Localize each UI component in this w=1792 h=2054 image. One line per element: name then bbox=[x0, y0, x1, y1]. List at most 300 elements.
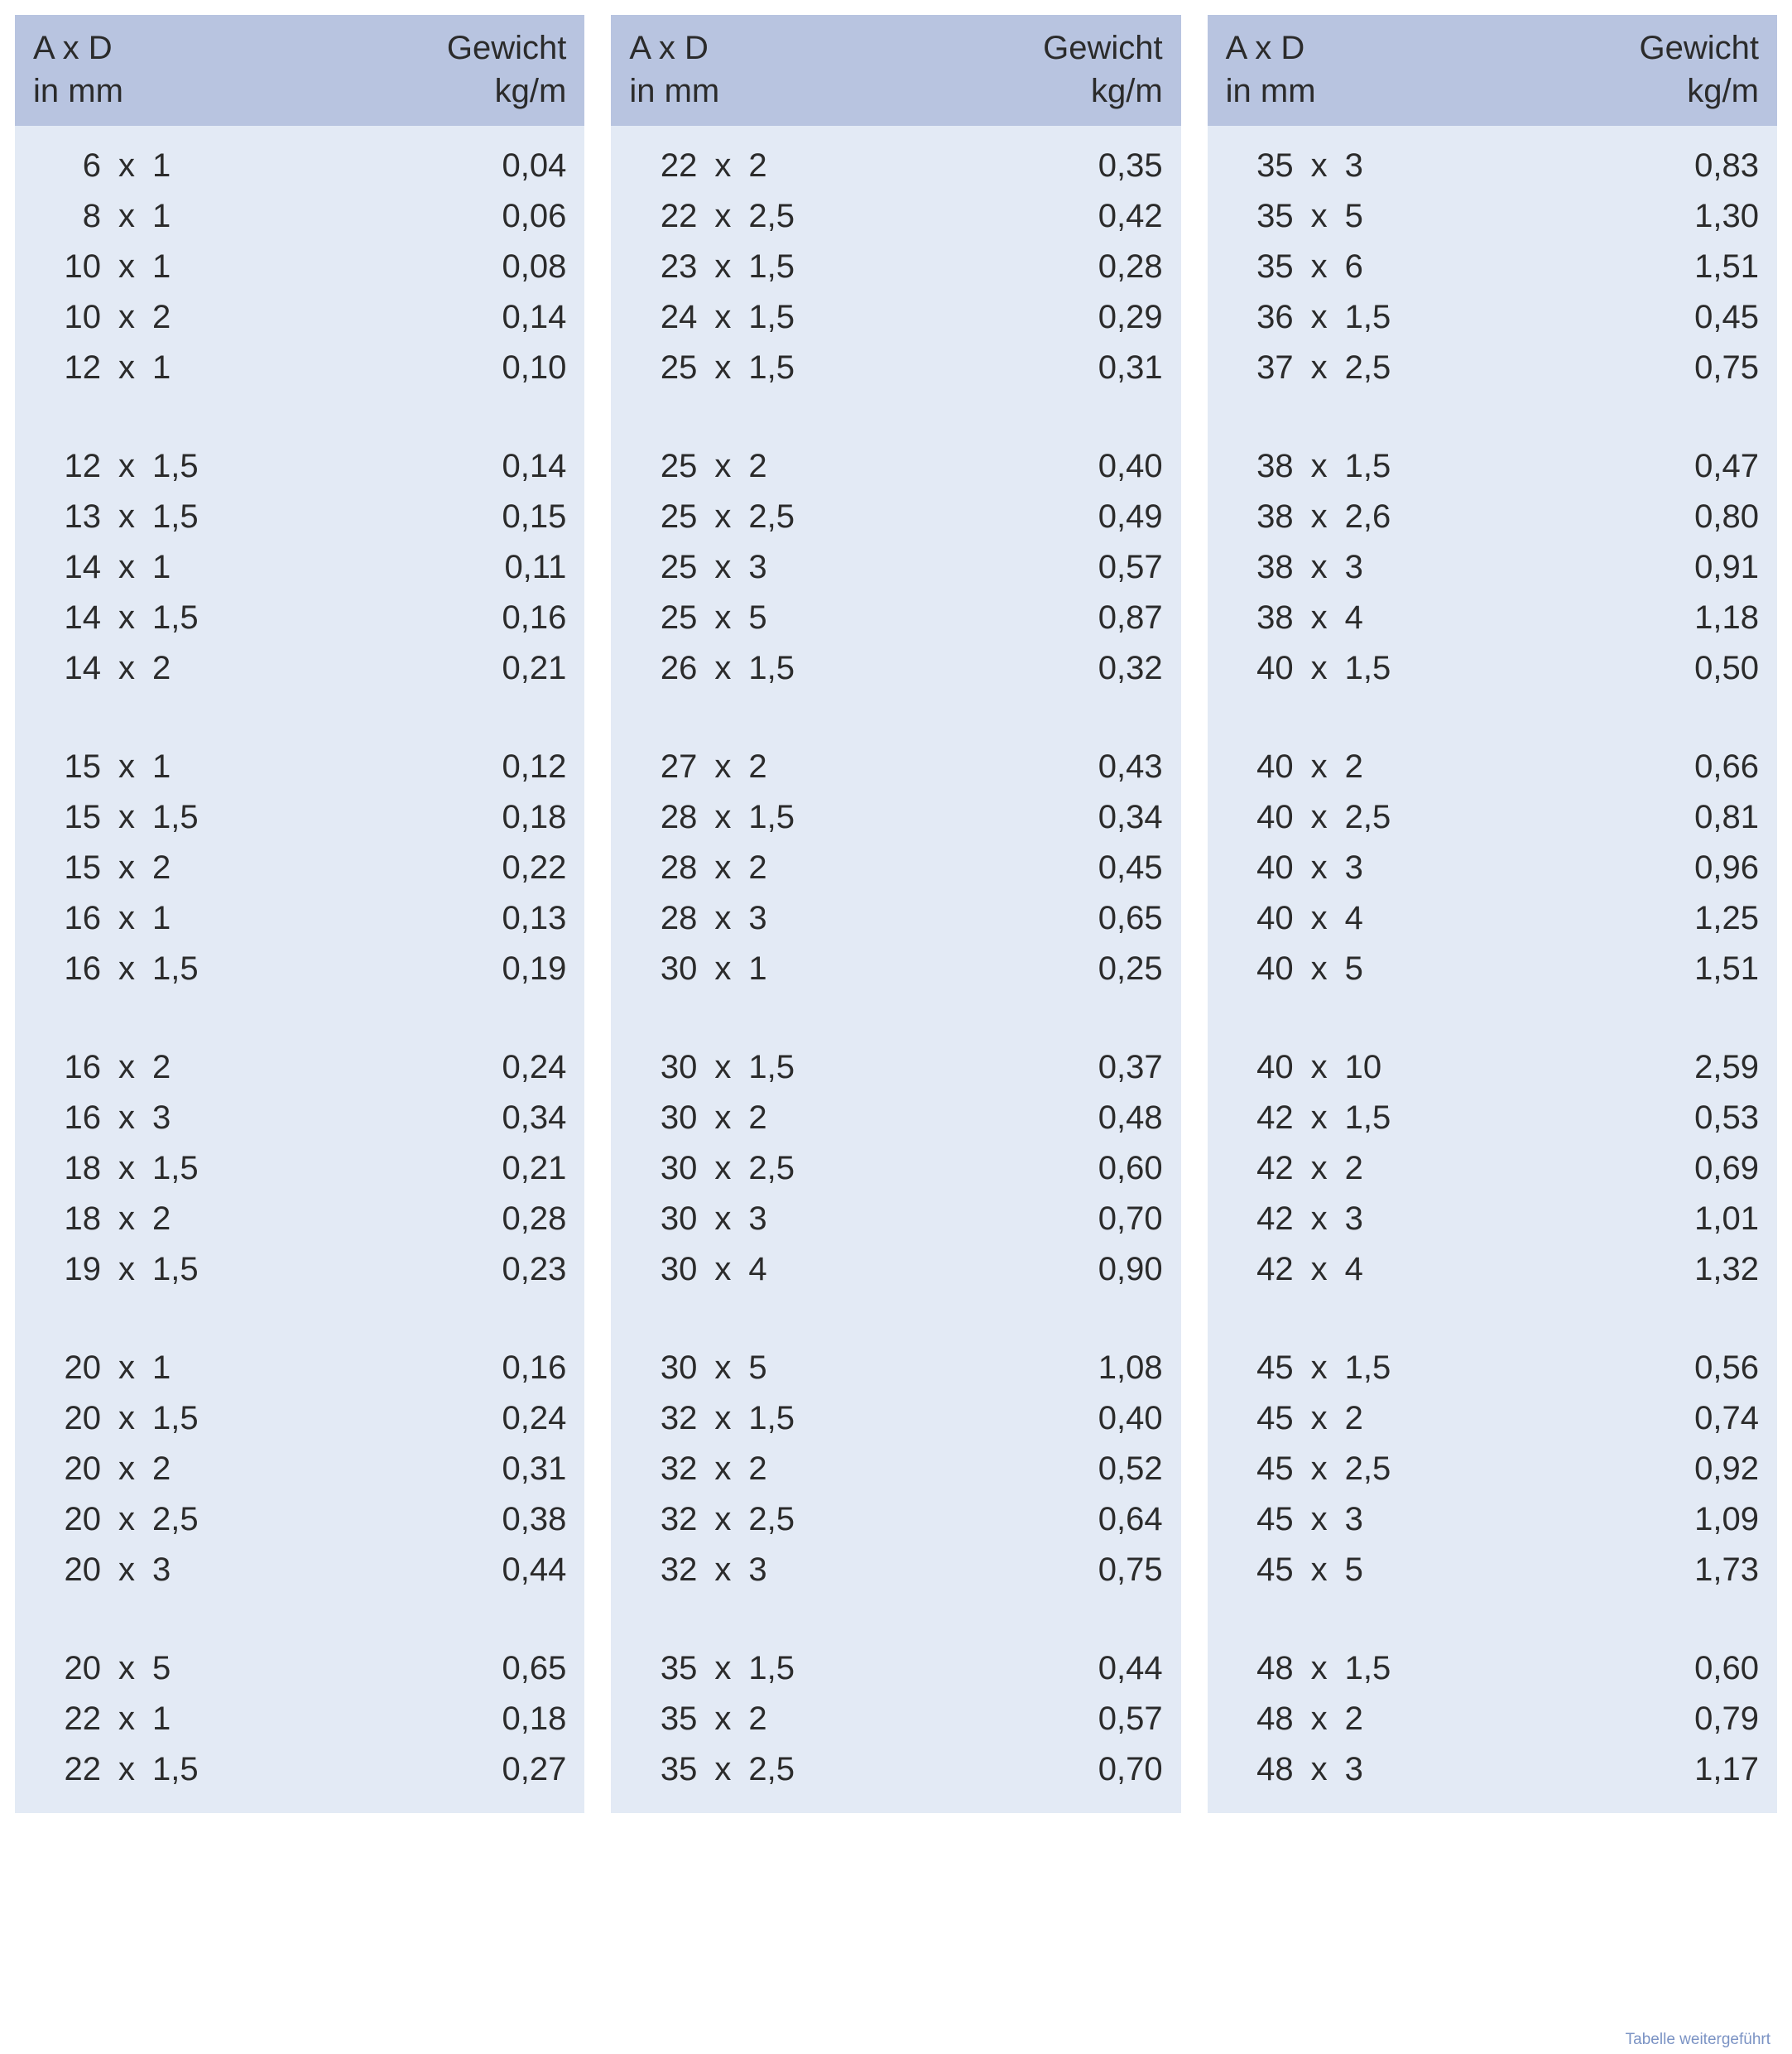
cell-weight: 0,25 bbox=[1098, 950, 1163, 987]
cell-outer-dimension: 16 bbox=[64, 950, 101, 987]
cell-outer-dimension: 38 bbox=[1256, 448, 1294, 484]
cell-multiplier: x bbox=[714, 599, 732, 636]
table-row bbox=[629, 944, 1162, 994]
cell-weight: 0,96 bbox=[1694, 849, 1759, 886]
cell-weight: 1,09 bbox=[1694, 1501, 1759, 1537]
cell-multiplier: x bbox=[118, 799, 135, 835]
cell-multiplier: x bbox=[1310, 748, 1328, 785]
cell-weight: 0,64 bbox=[1098, 1501, 1163, 1537]
cell-wall-thickness: 2 bbox=[748, 849, 767, 886]
cell-wall-thickness: 2 bbox=[152, 849, 171, 886]
cell-weight: 0,16 bbox=[502, 1349, 567, 1386]
cell-outer-dimension: 45 bbox=[1256, 1501, 1294, 1537]
table-row bbox=[33, 944, 566, 994]
table-row bbox=[1226, 1744, 1759, 1795]
cell-outer-dimension: 18 bbox=[64, 1150, 101, 1186]
table-row bbox=[1226, 944, 1759, 994]
cell-multiplier: x bbox=[1310, 1751, 1328, 1787]
cell-weight: 0,24 bbox=[502, 1400, 567, 1436]
cell-wall-thickness: 1,5 bbox=[1344, 1099, 1391, 1136]
table-row bbox=[1226, 441, 1759, 492]
table-row bbox=[33, 1643, 566, 1694]
cell-wall-thickness: 1,5 bbox=[748, 799, 795, 835]
cell-weight: 1,01 bbox=[1694, 1200, 1759, 1237]
cell-multiplier: x bbox=[118, 1700, 135, 1737]
cell-wall-thickness: 5 bbox=[748, 1349, 767, 1386]
cell-weight: 0,28 bbox=[1098, 248, 1163, 285]
cell-multiplier: x bbox=[1310, 448, 1328, 484]
cell-wall-thickness: 1 bbox=[152, 1700, 171, 1737]
table-row bbox=[33, 242, 566, 292]
header-dimension-line2: in mm bbox=[33, 73, 123, 109]
cell-outer-dimension: 22 bbox=[64, 1751, 101, 1787]
cell-wall-thickness: 1,5 bbox=[152, 498, 199, 535]
cell-wall-thickness: 1,5 bbox=[152, 1400, 199, 1436]
cell-weight: 0,40 bbox=[1098, 448, 1163, 484]
cell-wall-thickness: 1,5 bbox=[748, 1049, 795, 1085]
row-group-spacer bbox=[33, 1595, 566, 1643]
cell-wall-thickness: 1 bbox=[152, 748, 171, 785]
table-row bbox=[629, 1194, 1162, 1244]
table-row bbox=[629, 843, 1162, 893]
cell-wall-thickness: 2 bbox=[152, 1049, 171, 1085]
cell-weight: 1,51 bbox=[1694, 950, 1759, 987]
cell-outer-dimension: 40 bbox=[1256, 799, 1294, 835]
cell-outer-dimension: 45 bbox=[1256, 1551, 1294, 1588]
table-row bbox=[33, 1343, 566, 1393]
cell-weight: 0,52 bbox=[1098, 1450, 1163, 1487]
cell-multiplier: x bbox=[118, 1200, 135, 1237]
cell-weight: 1,51 bbox=[1694, 248, 1759, 285]
cell-wall-thickness: 1 bbox=[152, 900, 171, 936]
cell-weight: 0,21 bbox=[502, 650, 567, 686]
cell-weight: 0,31 bbox=[1098, 349, 1163, 386]
cell-wall-thickness: 3 bbox=[1344, 849, 1363, 886]
cell-weight: 0,40 bbox=[1098, 1400, 1163, 1436]
cell-multiplier: x bbox=[118, 599, 135, 636]
cell-wall-thickness: 2 bbox=[748, 748, 767, 785]
cell-wall-thickness: 3 bbox=[1344, 1200, 1363, 1237]
cell-weight: 0,70 bbox=[1098, 1751, 1163, 1787]
cell-outer-dimension: 32 bbox=[660, 1501, 698, 1537]
cell-weight: 0,04 bbox=[502, 147, 567, 184]
cell-wall-thickness: 6 bbox=[1344, 248, 1363, 285]
cell-weight: 0,23 bbox=[502, 1251, 567, 1287]
table-row bbox=[33, 1042, 566, 1093]
cell-outer-dimension: 25 bbox=[660, 599, 698, 636]
cell-wall-thickness: 1 bbox=[152, 248, 171, 285]
cell-outer-dimension: 30 bbox=[660, 1349, 698, 1386]
cell-wall-thickness: 1 bbox=[152, 549, 171, 585]
cell-weight: 0,75 bbox=[1098, 1551, 1163, 1588]
header-weight-label bbox=[1639, 26, 1759, 113]
cell-wall-thickness: 2,5 bbox=[748, 498, 795, 535]
cell-wall-thickness: 1,5 bbox=[748, 1400, 795, 1436]
cell-wall-thickness: 1,5 bbox=[748, 299, 795, 335]
cell-outer-dimension: 15 bbox=[64, 748, 101, 785]
cell-weight: 0,57 bbox=[1098, 1700, 1163, 1737]
cell-multiplier: x bbox=[714, 748, 732, 785]
cell-multiplier: x bbox=[118, 349, 135, 386]
cell-outer-dimension: 45 bbox=[1256, 1450, 1294, 1487]
cell-outer-dimension: 42 bbox=[1256, 1099, 1294, 1136]
table-row bbox=[629, 1694, 1162, 1744]
cell-weight: 0,18 bbox=[502, 799, 567, 835]
cell-weight: 0,19 bbox=[502, 950, 567, 987]
cell-outer-dimension: 16 bbox=[64, 1099, 101, 1136]
cell-outer-dimension: 42 bbox=[1256, 1150, 1294, 1186]
column-rows bbox=[1208, 126, 1777, 1813]
table-row bbox=[33, 843, 566, 893]
table-row bbox=[33, 1244, 566, 1295]
cell-outer-dimension: 12 bbox=[64, 448, 101, 484]
cell-outer-dimension: 42 bbox=[1256, 1251, 1294, 1287]
table-row bbox=[1226, 742, 1759, 792]
column-rows bbox=[15, 126, 584, 1813]
cell-multiplier: x bbox=[1310, 299, 1328, 335]
cell-outer-dimension: 38 bbox=[1256, 498, 1294, 535]
table-row bbox=[1226, 1494, 1759, 1545]
cell-weight: 0,22 bbox=[502, 849, 567, 886]
cell-wall-thickness: 3 bbox=[1344, 549, 1363, 585]
cell-outer-dimension: 16 bbox=[64, 1049, 101, 1085]
cell-outer-dimension: 35 bbox=[1256, 198, 1294, 234]
cell-multiplier: x bbox=[714, 1551, 732, 1588]
table-row bbox=[629, 643, 1162, 694]
cell-weight: 0,34 bbox=[1098, 799, 1163, 835]
cell-weight: 0,44 bbox=[1098, 1650, 1163, 1686]
cell-weight: 0,15 bbox=[502, 498, 567, 535]
cell-outer-dimension: 32 bbox=[660, 1450, 698, 1487]
table-row bbox=[33, 792, 566, 843]
cell-multiplier: x bbox=[1310, 1501, 1328, 1537]
table-row bbox=[1226, 893, 1759, 944]
cell-weight: 0,45 bbox=[1098, 849, 1163, 886]
table-row bbox=[1226, 792, 1759, 843]
cell-weight: 0,12 bbox=[502, 748, 567, 785]
table-row bbox=[33, 1694, 566, 1744]
cell-outer-dimension: 14 bbox=[64, 599, 101, 636]
header-weight-line1: Gewicht bbox=[1639, 30, 1759, 66]
cell-wall-thickness: 2 bbox=[1344, 1400, 1363, 1436]
cell-weight: 0,83 bbox=[1694, 147, 1759, 184]
table-row bbox=[33, 742, 566, 792]
cell-multiplier: x bbox=[714, 198, 732, 234]
table-row bbox=[1226, 1244, 1759, 1295]
row-group-spacer bbox=[629, 1595, 1162, 1643]
cell-outer-dimension: 15 bbox=[64, 849, 101, 886]
cell-wall-thickness: 1 bbox=[152, 147, 171, 184]
cell-multiplier: x bbox=[1310, 950, 1328, 987]
cell-multiplier: x bbox=[714, 849, 732, 886]
cell-multiplier: x bbox=[714, 1349, 732, 1386]
header-weight-label bbox=[1043, 26, 1163, 113]
cell-multiplier: x bbox=[1310, 650, 1328, 686]
row-group-spacer bbox=[629, 694, 1162, 742]
cell-wall-thickness: 2 bbox=[748, 448, 767, 484]
cell-wall-thickness: 5 bbox=[1344, 1551, 1363, 1588]
cell-wall-thickness: 2 bbox=[152, 1200, 171, 1237]
table-row bbox=[33, 1093, 566, 1143]
cell-outer-dimension: 14 bbox=[64, 650, 101, 686]
header-dimension-line2: in mm bbox=[629, 73, 720, 109]
table-row bbox=[629, 1143, 1162, 1194]
cell-wall-thickness: 3 bbox=[152, 1551, 171, 1588]
cell-multiplier: x bbox=[714, 900, 732, 936]
cell-weight: 0,21 bbox=[502, 1150, 567, 1186]
cell-wall-thickness: 1,5 bbox=[748, 650, 795, 686]
cell-multiplier: x bbox=[714, 1450, 732, 1487]
cell-outer-dimension: 35 bbox=[660, 1700, 698, 1737]
cell-wall-thickness: 2,5 bbox=[1344, 799, 1391, 835]
cell-multiplier: x bbox=[714, 1200, 732, 1237]
cell-weight: 0,79 bbox=[1694, 1700, 1759, 1737]
header-weight-line1: Gewicht bbox=[1043, 30, 1163, 66]
cell-wall-thickness: 2,5 bbox=[748, 1501, 795, 1537]
cell-multiplier: x bbox=[1310, 599, 1328, 636]
cell-weight: 0,69 bbox=[1694, 1150, 1759, 1186]
cell-outer-dimension: 48 bbox=[1256, 1751, 1294, 1787]
column-header bbox=[1208, 15, 1777, 126]
cell-multiplier: x bbox=[1310, 799, 1328, 835]
cell-wall-thickness: 2,5 bbox=[1344, 349, 1391, 386]
table-row bbox=[33, 141, 566, 191]
cell-multiplier: x bbox=[714, 1501, 732, 1537]
table-row bbox=[1226, 1143, 1759, 1194]
cell-wall-thickness: 3 bbox=[1344, 1751, 1363, 1787]
table-row bbox=[629, 742, 1162, 792]
cell-outer-dimension: 28 bbox=[660, 849, 698, 886]
cell-multiplier: x bbox=[1310, 349, 1328, 386]
cell-weight: 2,59 bbox=[1694, 1049, 1759, 1085]
cell-outer-dimension: 18 bbox=[64, 1200, 101, 1237]
cell-multiplier: x bbox=[118, 1049, 135, 1085]
cell-outer-dimension: 32 bbox=[660, 1400, 698, 1436]
cell-weight: 0,10 bbox=[502, 349, 567, 386]
table-row bbox=[629, 1393, 1162, 1444]
cell-wall-thickness: 2,5 bbox=[1344, 1450, 1391, 1487]
cell-weight: 1,08 bbox=[1098, 1349, 1163, 1386]
cell-weight: 0,75 bbox=[1694, 349, 1759, 386]
cell-multiplier: x bbox=[118, 950, 135, 987]
cell-multiplier: x bbox=[714, 1400, 732, 1436]
cell-wall-thickness: 3 bbox=[748, 549, 767, 585]
cell-multiplier: x bbox=[714, 349, 732, 386]
cell-weight: 0,50 bbox=[1694, 650, 1759, 686]
cell-weight: 0,56 bbox=[1694, 1349, 1759, 1386]
cell-multiplier: x bbox=[118, 1349, 135, 1386]
cell-outer-dimension: 6 bbox=[82, 147, 101, 184]
cell-outer-dimension: 8 bbox=[82, 198, 101, 234]
cell-wall-thickness: 10 bbox=[1344, 1049, 1382, 1085]
cell-weight: 0,32 bbox=[1098, 650, 1163, 686]
cell-weight: 0,31 bbox=[502, 1450, 567, 1487]
cell-multiplier: x bbox=[118, 650, 135, 686]
cell-wall-thickness: 2,6 bbox=[1344, 498, 1391, 535]
row-group-spacer bbox=[1226, 994, 1759, 1042]
cell-outer-dimension: 19 bbox=[64, 1251, 101, 1287]
cell-multiplier: x bbox=[1310, 1200, 1328, 1237]
row-group-spacer bbox=[1226, 1595, 1759, 1643]
cell-weight: 0,08 bbox=[502, 248, 567, 285]
cell-multiplier: x bbox=[714, 1150, 732, 1186]
cell-outer-dimension: 20 bbox=[64, 1349, 101, 1386]
cell-multiplier: x bbox=[714, 1650, 732, 1686]
table-row bbox=[629, 242, 1162, 292]
cell-multiplier: x bbox=[118, 1400, 135, 1436]
cell-wall-thickness: 1 bbox=[152, 349, 171, 386]
cell-multiplier: x bbox=[1310, 1251, 1328, 1287]
cell-outer-dimension: 20 bbox=[64, 1501, 101, 1537]
table-row bbox=[1226, 1545, 1759, 1595]
table-row bbox=[629, 593, 1162, 643]
table-row bbox=[33, 893, 566, 944]
cell-outer-dimension: 30 bbox=[660, 1150, 698, 1186]
cell-wall-thickness: 2 bbox=[748, 1700, 767, 1737]
cell-multiplier: x bbox=[714, 799, 732, 835]
table-row bbox=[1226, 593, 1759, 643]
cell-weight: 0,90 bbox=[1098, 1251, 1163, 1287]
table-row bbox=[629, 1643, 1162, 1694]
row-group-spacer bbox=[33, 694, 566, 742]
table-row bbox=[629, 1093, 1162, 1143]
cell-multiplier: x bbox=[118, 748, 135, 785]
cell-outer-dimension: 25 bbox=[660, 448, 698, 484]
table-row bbox=[33, 1194, 566, 1244]
cell-outer-dimension: 42 bbox=[1256, 1200, 1294, 1237]
cell-multiplier: x bbox=[1310, 147, 1328, 184]
table-row bbox=[629, 1244, 1162, 1295]
cell-outer-dimension: 32 bbox=[660, 1551, 698, 1588]
cell-outer-dimension: 30 bbox=[660, 950, 698, 987]
cell-weight: 0,65 bbox=[502, 1650, 567, 1686]
cell-wall-thickness: 2 bbox=[1344, 1700, 1363, 1737]
header-dimension-label bbox=[1226, 26, 1316, 113]
cell-outer-dimension: 40 bbox=[1256, 748, 1294, 785]
table-row bbox=[629, 191, 1162, 242]
cell-weight: 0,80 bbox=[1694, 498, 1759, 535]
header-weight-line1: Gewicht bbox=[446, 30, 567, 66]
cell-multiplier: x bbox=[714, 498, 732, 535]
table-row bbox=[629, 1744, 1162, 1795]
cell-wall-thickness: 4 bbox=[748, 1251, 767, 1287]
cell-multiplier: x bbox=[714, 147, 732, 184]
cell-wall-thickness: 1,5 bbox=[748, 1650, 795, 1686]
cell-multiplier: x bbox=[714, 1751, 732, 1787]
header-dimension-line1: A x D bbox=[1225, 30, 1305, 66]
cell-outer-dimension: 22 bbox=[660, 198, 698, 234]
header-weight-line2: kg/m bbox=[1687, 73, 1759, 109]
table-row bbox=[33, 1744, 566, 1795]
cell-wall-thickness: 3 bbox=[1344, 147, 1363, 184]
cell-weight: 1,25 bbox=[1694, 900, 1759, 936]
cell-multiplier: x bbox=[118, 1099, 135, 1136]
table-row bbox=[1226, 1643, 1759, 1694]
cell-outer-dimension: 24 bbox=[660, 299, 698, 335]
table-row bbox=[33, 1494, 566, 1545]
cell-multiplier: x bbox=[714, 248, 732, 285]
cell-outer-dimension: 37 bbox=[1256, 349, 1294, 386]
cell-wall-thickness: 1,5 bbox=[1344, 650, 1391, 686]
cell-outer-dimension: 30 bbox=[660, 1099, 698, 1136]
table-row bbox=[629, 441, 1162, 492]
cell-outer-dimension: 27 bbox=[660, 748, 698, 785]
cell-wall-thickness: 2 bbox=[748, 147, 767, 184]
header-dimension-line1: A x D bbox=[33, 30, 113, 66]
cell-weight: 0,81 bbox=[1694, 799, 1759, 835]
row-group-spacer bbox=[33, 393, 566, 441]
cell-outer-dimension: 15 bbox=[64, 799, 101, 835]
table-row bbox=[33, 643, 566, 694]
cell-weight: 0,34 bbox=[502, 1099, 567, 1136]
column-header bbox=[611, 15, 1180, 126]
cell-multiplier: x bbox=[118, 448, 135, 484]
cell-weight: 1,30 bbox=[1694, 198, 1759, 234]
cell-wall-thickness: 2,5 bbox=[748, 1751, 795, 1787]
cell-wall-thickness: 1,5 bbox=[152, 599, 199, 636]
cell-wall-thickness: 4 bbox=[1344, 599, 1363, 636]
cell-outer-dimension: 28 bbox=[660, 799, 698, 835]
cell-outer-dimension: 25 bbox=[660, 549, 698, 585]
table-row bbox=[1226, 343, 1759, 393]
cell-multiplier: x bbox=[1310, 1650, 1328, 1686]
cell-weight: 0,70 bbox=[1098, 1200, 1163, 1237]
cell-wall-thickness: 3 bbox=[152, 1099, 171, 1136]
table-row bbox=[1226, 1194, 1759, 1244]
cell-multiplier: x bbox=[1310, 549, 1328, 585]
cell-weight: 0,35 bbox=[1098, 147, 1163, 184]
cell-outer-dimension: 30 bbox=[660, 1049, 698, 1085]
cell-multiplier: x bbox=[1310, 248, 1328, 285]
table-row bbox=[1226, 1393, 1759, 1444]
table-row bbox=[1226, 843, 1759, 893]
cell-wall-thickness: 1,5 bbox=[1344, 299, 1391, 335]
cell-multiplier: x bbox=[714, 1251, 732, 1287]
cell-weight: 0,37 bbox=[1098, 1049, 1163, 1085]
cell-wall-thickness: 3 bbox=[748, 1200, 767, 1237]
cell-multiplier: x bbox=[118, 248, 135, 285]
cell-wall-thickness: 4 bbox=[1344, 1251, 1363, 1287]
cell-wall-thickness: 5 bbox=[1344, 198, 1363, 234]
table-row bbox=[1226, 542, 1759, 593]
cell-wall-thickness: 5 bbox=[748, 599, 767, 636]
cell-multiplier: x bbox=[118, 299, 135, 335]
cell-wall-thickness: 2 bbox=[748, 1450, 767, 1487]
header-weight-line2: kg/m bbox=[1090, 73, 1163, 109]
cell-weight: 0,13 bbox=[502, 900, 567, 936]
cell-multiplier: x bbox=[1310, 1049, 1328, 1085]
cell-outer-dimension: 35 bbox=[660, 1650, 698, 1686]
cell-wall-thickness: 2,5 bbox=[152, 1501, 199, 1537]
cell-wall-thickness: 1,5 bbox=[152, 1251, 199, 1287]
cell-multiplier: x bbox=[714, 1700, 732, 1737]
cell-outer-dimension: 10 bbox=[64, 248, 101, 285]
cell-outer-dimension: 16 bbox=[64, 900, 101, 936]
footer-note: Tabelle weitergeführt bbox=[1625, 2031, 1770, 2048]
cell-weight: 0,74 bbox=[1694, 1400, 1759, 1436]
cell-outer-dimension: 22 bbox=[64, 1700, 101, 1737]
table-row bbox=[629, 292, 1162, 343]
table-row bbox=[33, 292, 566, 343]
cell-outer-dimension: 20 bbox=[64, 1551, 101, 1588]
cell-outer-dimension: 30 bbox=[660, 1251, 698, 1287]
cell-multiplier: x bbox=[1310, 498, 1328, 535]
cell-wall-thickness: 2 bbox=[1344, 748, 1363, 785]
cell-weight: 0,06 bbox=[502, 198, 567, 234]
row-group-spacer bbox=[629, 393, 1162, 441]
cell-outer-dimension: 40 bbox=[1256, 900, 1294, 936]
cell-weight: 0,16 bbox=[502, 599, 567, 636]
